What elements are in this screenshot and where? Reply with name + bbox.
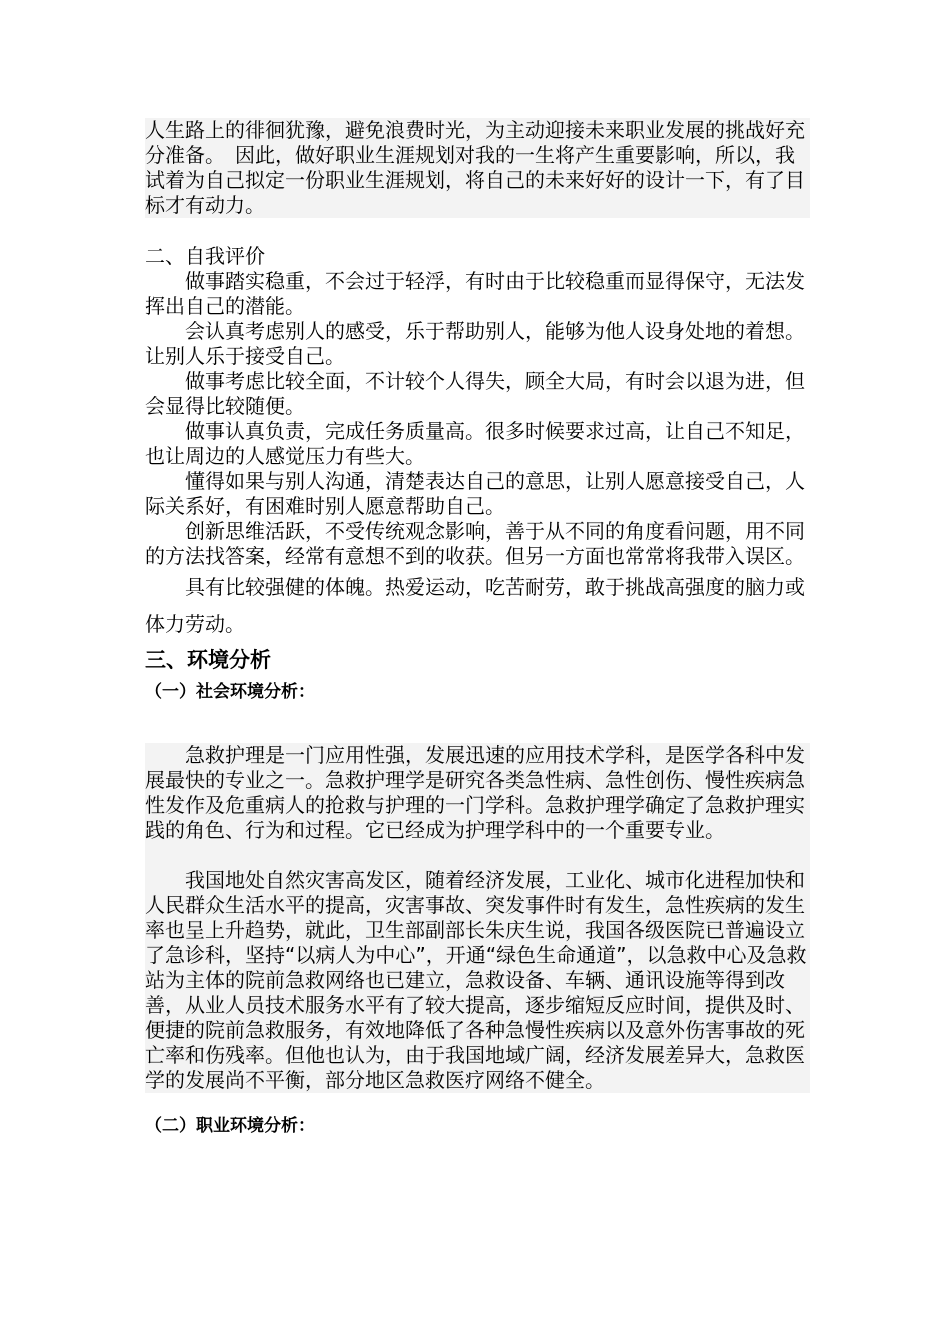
social-paragraph-2: 我国地处自然灾害高发区，随着经济发展，工业化、城市化进程加快和人民群众生活水平的提高，灾害事故、突发事件时有发生，急性疾病的发生率也呈上升趋势，就此，卫生部副部长朱庆生说，我国各级医院已普遍设立了急诊科，坚持“以病人为中心”，开通“绿色生命通道”，以急救中心及急救站为主体的院前急救网络也已建立，急救设备、车辆、通讯设施等得到改善，从业人员技术服务水平有了较大提高，逐步缩短反应时间，提供及时、便捷的院前急救服务，有效地降低了各种急慢性疾病以及意外伤害事故的死亡率和伤残率。但他也认为，由于我国地域广阔，经济发展差异大，急救医学的发展尚不平衡，部分地区急救医疗网络不健全。 (145, 868, 810, 1093)
self-eval-paragraph-3: 做事考虑比较全面，不计较个人得失，顾全大局，有时会以退为进，但会显得比较随便。 (145, 369, 805, 418)
self-eval-paragraph-4: 做事认真负责，完成任务质量高。很多时候要求过高，让自己不知足，也让周边的人感觉压力有些大。 (145, 419, 805, 468)
section-heading-self-evaluation: 二、自我评价 (145, 244, 265, 268)
document-page (145, 118, 810, 1139)
self-eval-paragraph-1: 做事踏实稳重，不会过于轻浮，有时由于比较稳重而显得保守，无法发挥出自己的潜能。 (145, 269, 805, 318)
spacer (145, 705, 810, 743)
subsection-heading-career: （二）职业环境分析： (145, 1116, 315, 1136)
social-paragraph-1: 急救护理是一门应用性强，发展迅速的应用技术学科，是医学各科中发展最快的专业之一。急救护理学是研究各类急性病、急性创伤、慢性疾病急性发作及危重病人的抢救与护理的一门学科。急救护理学确定了急救护理实践的角色、行为和过程。它已经成为护理学科中的一个重要专业。 (145, 743, 810, 843)
section-heading-environment: 三、环境分析 (145, 648, 271, 672)
spacer (145, 218, 810, 243)
subsection-heading-social: （一）社会环境分析： (145, 682, 315, 702)
intro-paragraph: 人生路上的徘徊犹豫，避免浪费时光，为主动迎接未来职业发展的挑战好充分准备。 因此，做好职业生涯规划对我的一生将产生重要影响，所以，我试着为自己拟定一份职业生涯规划，将自己的未来好好的设计一下，有了目标才有动力。 (145, 118, 810, 218)
self-eval-paragraph-6: 创新思维活跃，不受传统观念影响，善于从不同的角度看问题，用不同的方法找答案，经常有意想不到的收获。但另一方面也常常将我带入误区。 (145, 519, 805, 568)
spacer (145, 843, 810, 868)
self-eval-paragraph-7: 具有比较强健的体魄。热爱运动，吃苦耐劳，敢于挑战高强度的脑力或体力劳动。 (145, 575, 805, 636)
self-eval-paragraph-5: 懂得如果与别人沟通，清楚表达自己的意思，让别人愿意接受自己，人际关系好，有困难时别人愿意帮助自己。 (145, 469, 805, 518)
self-eval-paragraph-2: 会认真考虑别人的感受，乐于帮助别人，能够为他人设身处地的着想。让别人乐于接受自己。 (145, 319, 805, 368)
